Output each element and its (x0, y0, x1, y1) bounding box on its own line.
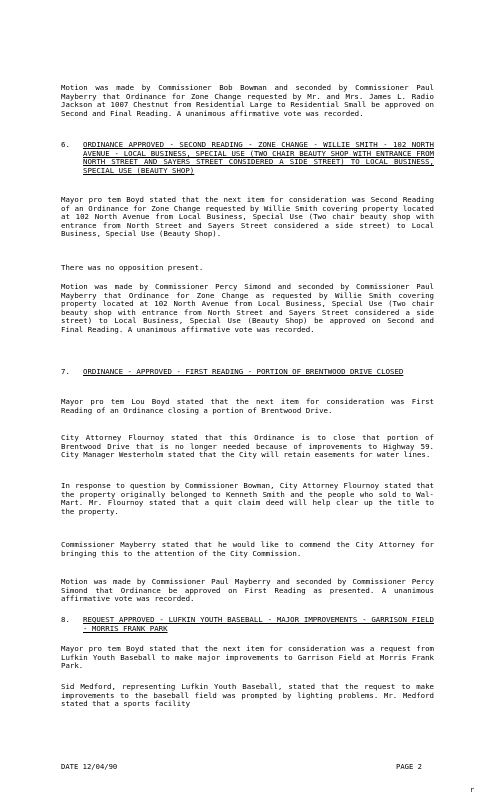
agenda-item-heading: ORDINANCE - APPROVED - FIRST READING - PORTION OF BRENTWOOD DRIVE CLOSED (83, 367, 404, 376)
paragraph-city-attorney-statement: City Attorney Flournoy stated that this Ordinance is to close that portion of Brentwood Drive that is no longer needed because of improvements to Highway 59. City Manager Westerholm stated that the City will retain easements for water lines. (61, 433, 434, 460)
agenda-item-8 (61, 616, 434, 633)
agenda-item-number: 7. (61, 367, 70, 376)
footer-page-number: PAGE 2 (396, 762, 422, 771)
agenda-item-6 (61, 141, 434, 175)
paragraph-second-reading-smith: Mayor pro tem Boyd stated that the next item for consideration was Second Reading of an Ordinance for Zone Change requested by Willie Smith covering property located at 102 North Avenue from Local Business, Special Use (Two chair beauty shop with entrance from North Street and Sayers Street considered a side street) to Local Business, Special Use (Beauty Shop). (61, 195, 434, 239)
paragraph-motion-zone-change-jackson: Motion was made by Commissioner Bob Bowman and seconded by Commissioner Paul Mayberry that Ordinance for Zone Change requested by Mr. and Mrs. James L. Radio Jackson at 1007 Chestnut from Residential Large to Residential Small be approved on Second and Final Reading. A unanimous affirmative vote was recorded. (61, 83, 434, 118)
paragraph-medford-statement: Sid Medford, representing Lufkin Youth Baseball, stated that the request to make improvements to the baseball field was prompted by lighting problems. Mr. Medford stated that a sports facility (61, 682, 434, 709)
paragraph-youth-baseball-request: Mayor pro tem Boyd stated that the next item for consideration was a request from Lufkin Youth Baseball to make major improvements to Garrison Field at Morris Frank Park. (61, 644, 434, 671)
paragraph-motion-smith: Motion was made by Commissioner Percy Simond and seconded by Commissioner Paul Mayberry that Ordinance for Zone Change as requested by Willie Smith covering property located at 102 North Avenue from Local Business, Special Use (Two chair beauty shop with entrance from North Street and Sayers Street considered a side street) to Local Business, Special Use (Beauty Shop) be approved on Second and Final Reading. A unanimous affirmative vote was recorded. (61, 282, 434, 334)
paragraph-question-bowman: In response to question by Commissioner Bowman, City Attorney Flournoy stated that the property originally belonged to Kenneth Smith and the people who sold to Wal-Mart. Mr. Flournoy stated that a quit claim deed will help clear up the title to the property. (61, 481, 434, 516)
paragraph-first-reading-brentwood: Mayor pro tem Lou Boyd stated that the next item for consideration was First Reading of an Ordinance closing a portion of Brentwood Drive. (61, 397, 434, 415)
footer-date: DATE 12/04/90 (61, 762, 118, 771)
agenda-item-number: 8. (61, 615, 70, 624)
agenda-item-number: 6. (61, 140, 70, 149)
paragraph-mayberry-commend: Commissioner Mayberry stated that he would like to commend the City Attorney for bringing this to the attention of the City Commission. (61, 540, 434, 558)
paragraph-motion-first-reading: Motion was made by Commissioner Paul Mayberry and seconded by Commissioner Percy Simond that Ordinance be approved on First Reading as presented. A unanimous affirmative vote was recorded. (61, 577, 434, 604)
agenda-item-7 (61, 368, 434, 377)
paragraph-no-opposition: There was no opposition present. (61, 263, 204, 272)
stray-mark: r (470, 786, 475, 794)
agenda-item-heading: ORDINANCE APPROVED - SECOND READING - ZONE CHANGE - WILLIE SMITH - 102 NORTH AVENUE - LOCAL BUSINESS, SPECIAL USE (TWO CHAIR BEAUTY SHOP WITH ENTRANCE FROM NORTH STREET AND SAYERS STREET CONSIDERED A SIDE STREET) TO LOCAL BUSINESS, SPECIAL USE (BEAUTY SHOP) (83, 140, 434, 175)
agenda-item-heading: REQUEST APPROVED - LUFKIN YOUTH BASEBALL - MAJOR IMPROVEMENTS - GARRISON FIELD - MORRIS FRANK PARK (83, 615, 434, 633)
